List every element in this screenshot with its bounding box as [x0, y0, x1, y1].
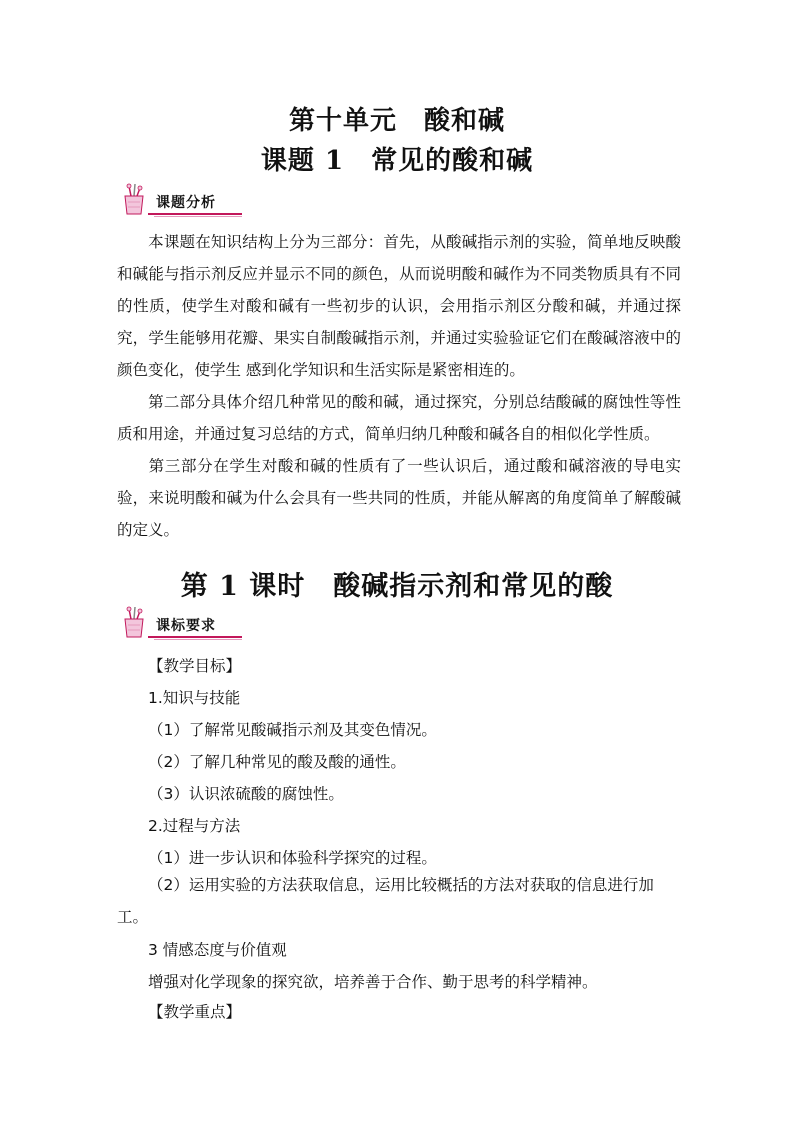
lesson-title: 课题 1 常见的酸和碱 — [260, 146, 534, 176]
process-item-1: （1）进一步认识和体验科学探究的过程。 — [148, 849, 437, 867]
period-title: 第 1 课时 酸碱指示剂和常见的酸 — [180, 571, 614, 602]
pencil-pot-icon — [118, 182, 148, 218]
analysis-paragraph-3: 第三部分在学生对酸和碱的性质有了一些认识后，通过酸和碱溶液的导电实验，来说明酸和碱为什么会具有一些共同的性质，并能从解离的角度简单了解酸碱的定义。 — [117, 457, 681, 539]
standards-badge — [118, 605, 242, 641]
badge-underline — [148, 213, 242, 215]
pencil-pot-icon — [118, 605, 148, 641]
attitude-item-1: 增强对化学现象的探究欲，培养善于合作、勤于思考的科学精神。 — [148, 973, 598, 991]
analysis-paragraph-2: 第二部分具体介绍几种常见的酸和碱，通过探究，分别总结酸碱的腐蚀性等性质和用途，并通过复习总结的方式，简单归纳几种酸和碱各自的相似化学性质。 — [117, 393, 681, 443]
unit-title: 第十单元 酸和碱 — [288, 106, 505, 136]
knowledge-item-3: （3）认识浓硫酸的腐蚀性。 — [148, 785, 344, 803]
knowledge-item-2: （2）了解几种常见的酸及酸的通性。 — [148, 753, 406, 771]
badge-underline — [148, 636, 242, 638]
analysis-paragraph-1: 本课题在知识结构上分为三部分：首先，从酸碱指示剂的实验，简单地反映酸和碱能与指示剂反应并显示不同的颜色，从而说明酸和碱作为不同类物质具有不同的性质，使学生对酸和碱有一些初步的认识，会用指示剂区分酸和碱，并通过探究，学生能够用花瓣、果实自制酸碱指示剂，并通过实验验证它们在酸碱溶液中的颜色变化，使学生 感到化学知识和生活实际是紧密相连的。 — [117, 233, 681, 379]
section-attitude: 3 情感态度与价值观 — [148, 941, 287, 959]
process-item-2: （2）运用实验的方法获取信息，运用比较概括的方法对获取的信息进行加工。 — [117, 876, 654, 926]
analysis-badge-label: 课题分析 — [156, 195, 216, 211]
section-process: 2.过程与方法 — [148, 817, 241, 835]
focus-header: 【教学重点】 — [148, 1003, 242, 1021]
standards-badge-label: 课标要求 — [156, 618, 216, 634]
badge-underline-light — [154, 216, 242, 217]
badge-underline-light — [154, 639, 242, 640]
analysis-badge — [118, 182, 242, 218]
goals-header: 【教学目标】 — [148, 657, 242, 675]
section-knowledge: 1.知识与技能 — [148, 689, 241, 707]
knowledge-item-1: （1）了解常见酸碱指示剂及其变色情况。 — [148, 721, 437, 739]
